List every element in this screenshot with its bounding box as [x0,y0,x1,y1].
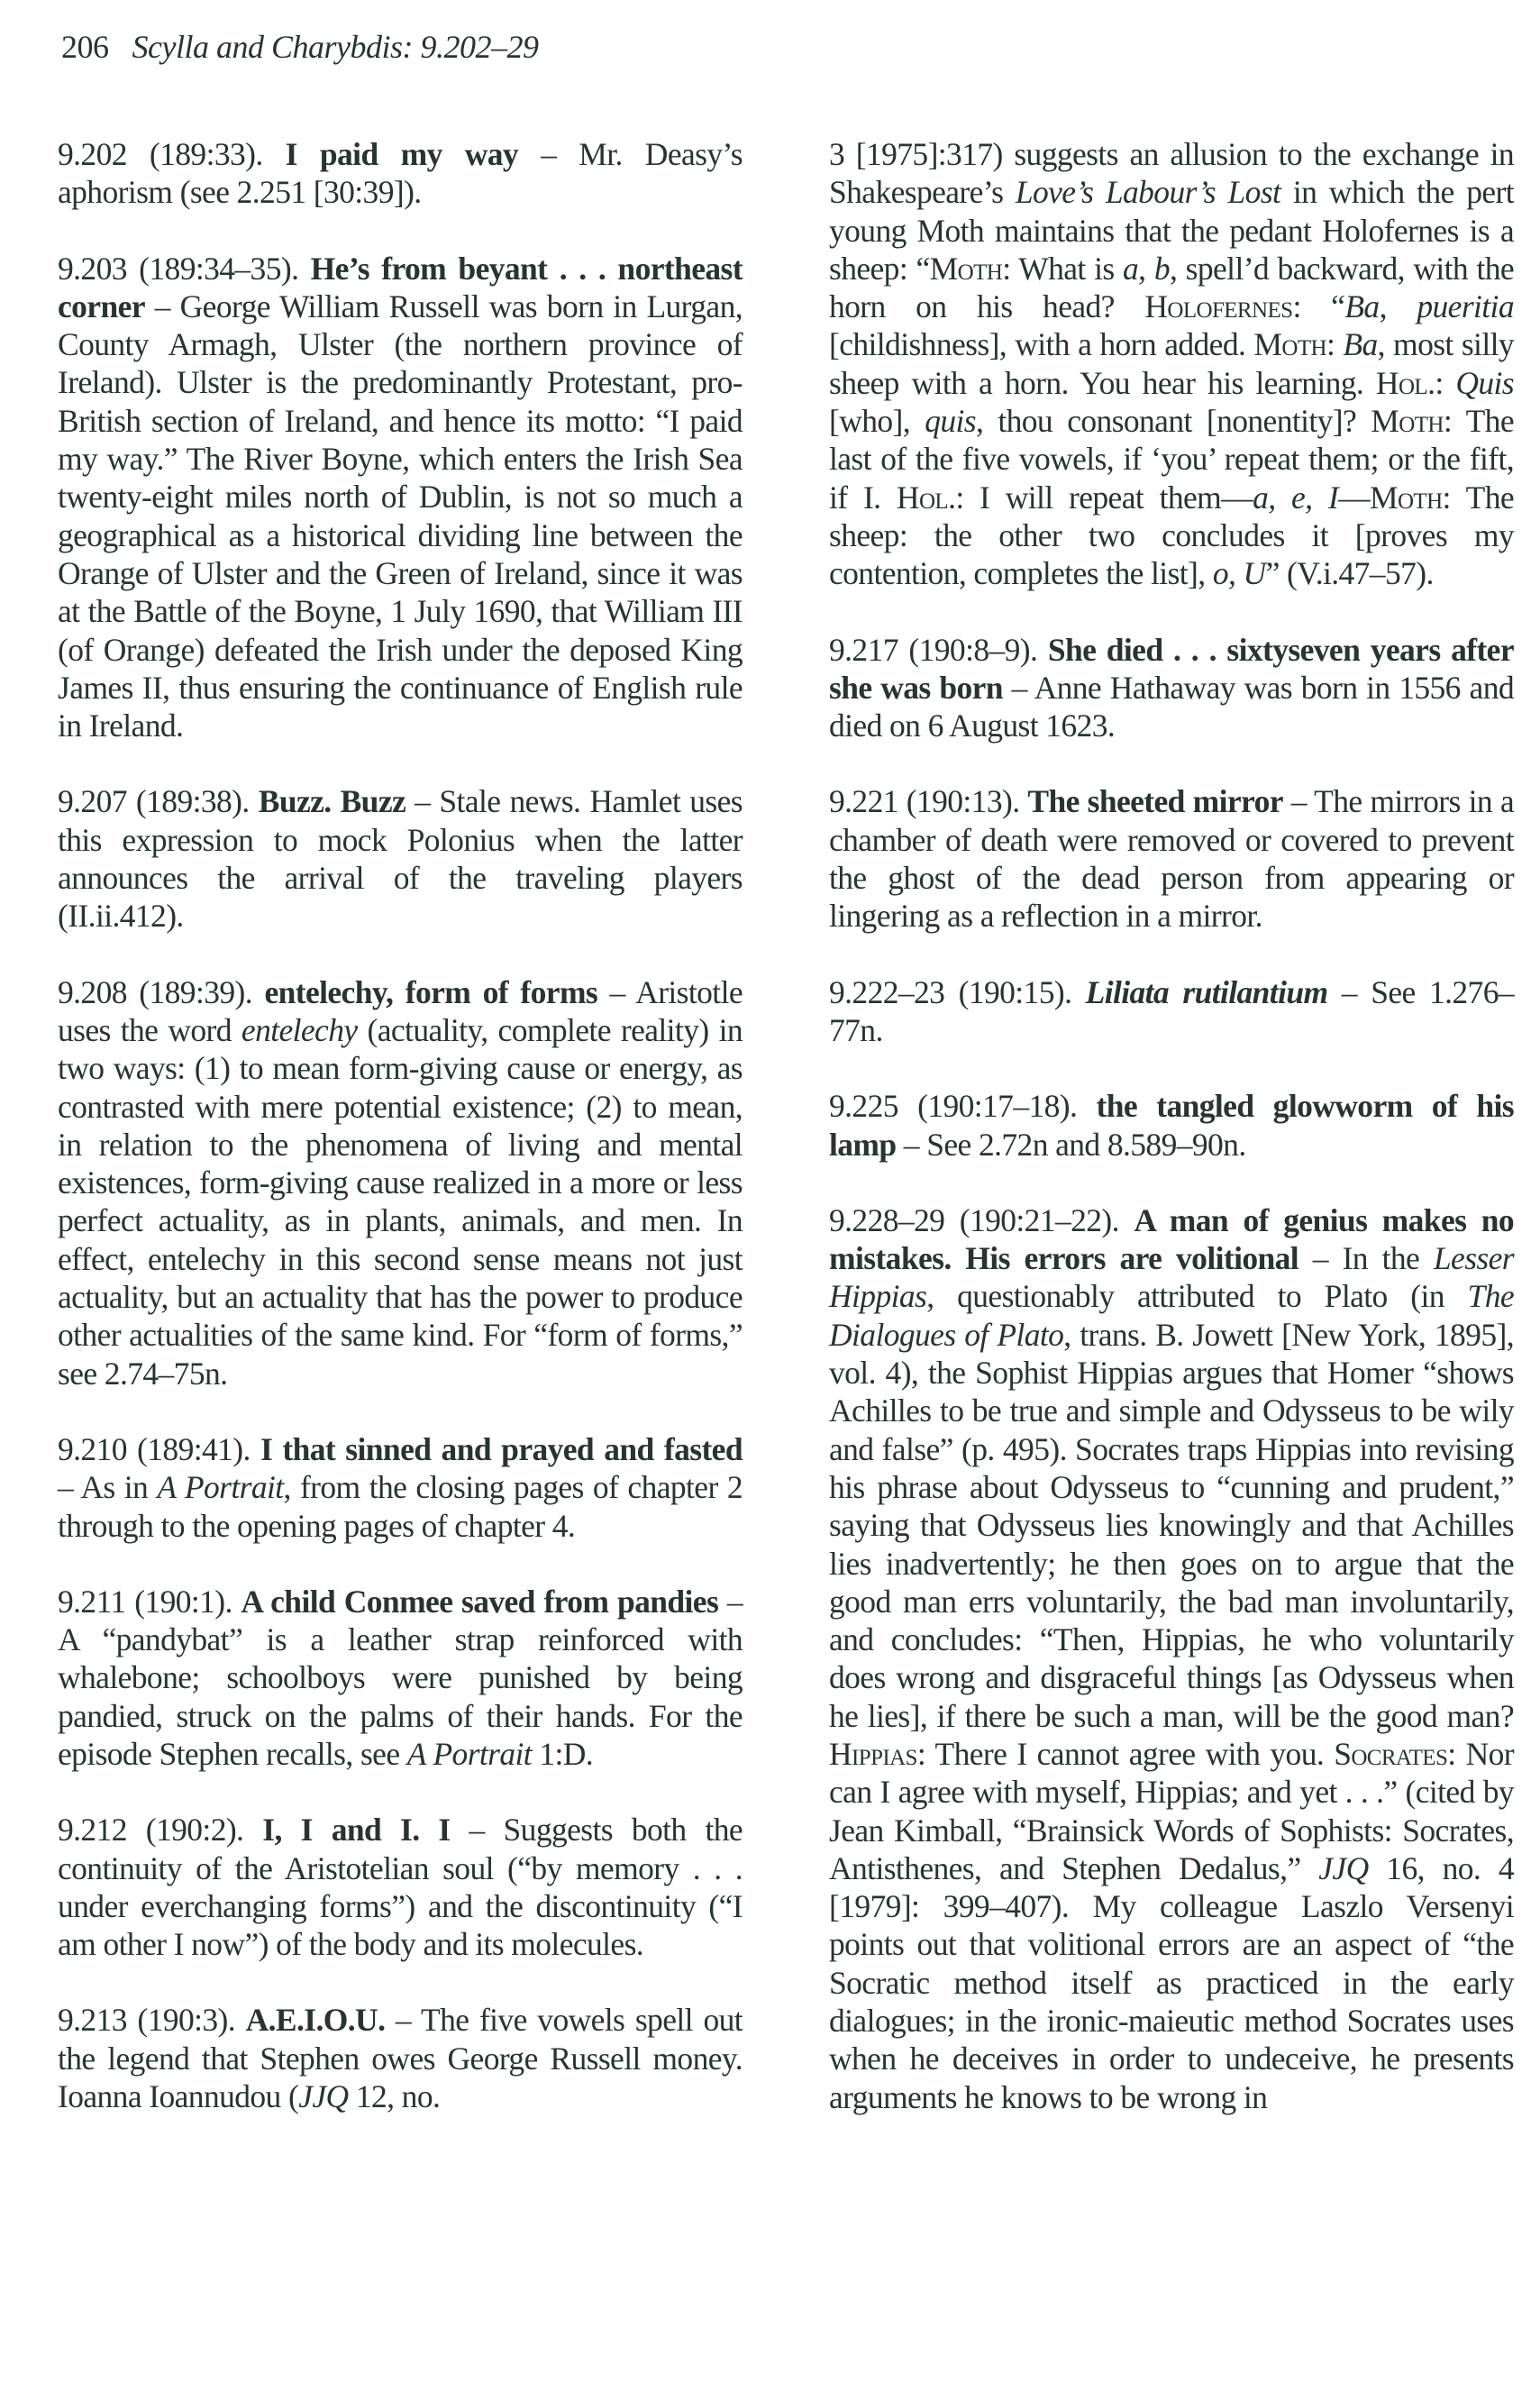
gloss: ” (V.i.47–57). [1265,555,1434,592]
italic-word: Ba [1344,288,1380,325]
dash: – [1282,783,1315,820]
speaker: Moth [1253,326,1326,363]
gloss: : The last of the five vowels, if ‘you’ repeat them; or the fift, if I. [829,403,1514,516]
dash: – [385,2002,421,2039]
dash: – [518,136,579,172]
line-reference: 9.222–23 (190:15). [829,973,1072,1010]
lemma: entelechy, form of forms [264,973,598,1010]
gloss: George William Russell was born in Lurgan, County Armagh, Ulster (the northern province of Ireland). Ulster is the predominantly Protestant, pro-British section of Ireland, and hence its motto: “I paid my way.” The River Boyne, which enters the Irish Sea twenty-eight miles north of Dublin, is not so much a geographical as a historical dividing line between the Orange of Ulster and the Green of Ireland, since it was at the Battle of the Boyne, 1 July 1690, that William III (of Orange) defeated the Irish under the deposed King James II, thus ensuring the continuance of English rule in Ireland. [58,288,743,744]
lemma: A.E.I.O.U. [245,2002,386,2039]
gloss: 16, no. 4 [1979]: 399–407). My colleague Laszlo Versenyi points out that volitional errors are an aspect of “the Socratic method itself as practiced in the early dialogues; in the ironic-maieutic method Socrates uses when he deceives in order to undeceive, he presents arguments he knows to be wrong in [829,1849,1514,2115]
running-header [61,27,538,67]
gloss: Suggests both the continuity of the Aristotelian soul (“by memory . . . under everchanging forms”) and the discontinuity (“I am other I now”) of the body and its molecules. [58,1812,743,1963]
gloss: [childishness], with a horn added. [829,326,1254,363]
annotation-9-222 [829,973,1514,1050]
italic-title: A Portrait [157,1469,284,1506]
speaker: Moth [929,250,1003,287]
dash: – [1299,1240,1343,1277]
line-reference: 9.213 (190:3). [58,2002,236,2039]
speaker: Hol. [896,479,956,516]
annotation-9-207 [58,782,743,935]
gloss: , most silly sheep with a horn. You hear his learning. [829,326,1514,401]
italic-word: Ba [1343,326,1378,363]
annotation-9-211 [58,1583,743,1773]
right-column [829,135,1514,2154]
gloss: : What is [1002,250,1123,287]
dash: – [406,783,440,820]
dash: – [58,1469,81,1506]
gloss: , trans. B. Jowett [New York, 1895], vol. 4), the Sophist Hippias argues that Homer “shows Achilles to be true and simple and Odysseus to be wily and false” (p. 495). Socrates traps Hippias into revising his phrase about Odysseus to “cunning and prudent,” saying that Odysseus lies knowingly and that Achilles lies inadvertently; he then goes on to argue that the good man errs voluntarily, the bad man involuntarily, and concludes: “Then, Hippias, he who voluntarily does wrong and disgraceful things [as Odysseus when he lies], if there be such a man, will be the good man? [829,1316,1514,1734]
annotation-9-213-continued [829,135,1514,593]
italic-letters: o, U [1212,555,1266,592]
italic-journal: JJQ [298,2078,349,2115]
running-title: Scylla and Charybdis: 9.202–29 [132,29,539,65]
gloss: , [1379,288,1417,325]
gloss: : [1326,326,1344,363]
gloss: , from the closing pages of chapter 2 through to the opening pages of chapter 4. [58,1469,743,1544]
annotation-9-210 [58,1430,743,1545]
gloss: , thou consonant [nonentity]? [975,403,1371,440]
line-reference: 9.217 (190:8–9). [829,631,1038,668]
lemma: A child Conmee saved from pandies [241,1583,719,1620]
dash: – [1327,973,1371,1010]
annotation-9-225 [829,1087,1514,1164]
gloss: [who], [829,403,925,440]
speaker: Holofernes [1144,288,1293,325]
annotation-9-208 [58,973,743,1392]
gloss: 3 [1975]:317) suggests an allusion to the exchange in Shakespeare’s [829,136,1514,211]
lemma: Buzz. Buzz [258,783,406,820]
dash: – [1002,669,1034,706]
italic-letters: a, e, I [1253,479,1339,516]
lemma: She died . . . sixtyseven years after she was born [829,631,1514,706]
line-reference: 9.208 (189:39). [58,973,253,1010]
gloss: The five vowels spell out the legend that Stephen owes George Russell money. Ioanna Ioannudou ( [58,2002,743,2115]
gloss: : Nor can I agree with myself, Hippias; and yet . . .” (cited by Jean Kimball, “Brainsick Words of Sophists: Socrates, Antisthenes, and Stephen Dedalus,” [829,1735,1514,1886]
gloss: Stale news. Hamlet uses this expression to mock Polonius when the latter announces the arrival of the traveling players (II.ii.412). [58,783,743,935]
line-reference: 9.202 (189:33). [58,136,263,172]
italic-word: quis [925,403,976,440]
italic-letter: a [1122,250,1139,287]
italic-title: A Portrait [406,1735,533,1772]
line-reference: 9.210 (189:41). [58,1430,251,1467]
line-reference: 9.203 (189:34–35). [58,250,299,287]
line-reference: 9.228–29 (190:21–22). [829,1201,1119,1238]
gloss: Anne Hathaway was born in 1556 and died on 6 August 1623. [829,669,1514,744]
lemma: I that sinned and prayed and fasted [260,1430,743,1467]
speaker: Hippias [829,1735,917,1772]
speaker: Moth [1369,479,1443,516]
annotation-9-213 [58,2001,743,2115]
gloss: 1:D. [532,1735,594,1772]
italic-term: entelechy [241,1011,358,1048]
gloss: , questionably attributed to Plato (in [926,1278,1468,1315]
gloss: See 2.72n and 8.589–90n. [926,1126,1246,1163]
lemma: The sheeted mirror [1027,783,1283,820]
gloss: Aristotle uses the word [58,973,743,1048]
lemma: Liliata rutilantium [1085,973,1328,1010]
line-reference: 9.212 (190:2). [58,1812,244,1849]
italic-word: Quis [1455,364,1514,401]
lemma: the tangled glowworm of his lamp [829,1088,1514,1163]
line-reference: 9.207 (189:38). [58,783,250,820]
italic-letter: b [1153,250,1170,287]
italic-journal: JJQ [1318,1849,1369,1886]
lemma: He’s from beyant . . . northeast corner [58,250,743,324]
italic-title: Lesser Hippias [829,1240,1514,1315]
annotation-9-228 [829,1201,1514,2116]
annotation-9-202 [58,135,743,212]
gloss: See 1.276–77n. [829,973,1515,1048]
gloss: , [1138,250,1154,287]
gloss: : I will repeat them— [955,479,1253,516]
dash: – [718,1583,743,1620]
annotation-9-203 [58,250,743,745]
dash: – [896,1126,927,1163]
gloss: In the [1342,1240,1434,1277]
gloss: The mirrors in a chamber of death were removed or covered to prevent the ghost of the dead person from appearing or lingering as a reflection in a mirror. [829,783,1515,935]
line-reference: 9.211 (190:1). [58,1583,232,1620]
line-reference: 9.225 (190:17–18). [829,1088,1078,1125]
lemma: A man of genius makes no mistakes. His errors are volitional [829,1201,1514,1277]
lemma: I paid my way [285,136,519,172]
italic-word: pueritia [1417,288,1514,325]
gloss: in which the pert young Moth maintains that the pedant Holofernes is a sheep: “ [829,174,1514,287]
dash: – [144,288,180,324]
gloss: Mr. Deasy’s aphorism (see 2.251 [30:39]). [58,136,743,211]
annotation-9-212 [58,1811,743,1963]
speaker: Moth [1371,403,1444,440]
gloss: : The sheep: the other two concludes it [proves my contention, completes the list], [829,479,1515,592]
left-column [58,135,743,2153]
gloss: , spell’d backward, with the horn on his head? [829,250,1515,325]
gloss: : “ [1292,288,1345,325]
gloss: (actuality, complete reality) in two ways: (1) to mean form-giving cause or energy, as contrasted with mere potential existence; (2) to mean, in relation to the phenomena of living and mental existences, form-giving cause realized in a more or less perfect actuality, as in plants, animals, and men. In effect, entelechy in this second sense means not just actuality, but an actuality that has the power to produce other actualities of the same kind. For “form of forms,” see 2.74–75n. [58,1011,743,1392]
italic-title: The Dialogues of Plato [829,1278,1514,1353]
dash: – [450,1812,504,1849]
dash: – [597,973,636,1010]
gloss: A “pandybat” is a leather strap reinforced with whalebone; schoolboys were punished by being pandied, struck on the palms of their hands. For the episode Stephen recalls, see [58,1621,743,1772]
gloss: As in [80,1469,158,1506]
annotation-9-217 [829,631,1514,745]
page-number: 206 [61,29,109,65]
gloss: 12, no. [348,2078,441,2115]
line-reference: 9.221 (190:13). [829,783,1020,820]
lemma: I, I and I. I [262,1812,451,1849]
italic-title: Love’s Labour’s Lost [1015,174,1281,211]
speaker: Hol. [1375,364,1435,401]
gloss: : [1435,364,1456,401]
gloss: — [1338,479,1370,516]
gloss: : There I cannot agree with you. [916,1735,1335,1772]
annotation-9-221 [829,782,1514,935]
speaker: Socrates [1334,1735,1448,1772]
